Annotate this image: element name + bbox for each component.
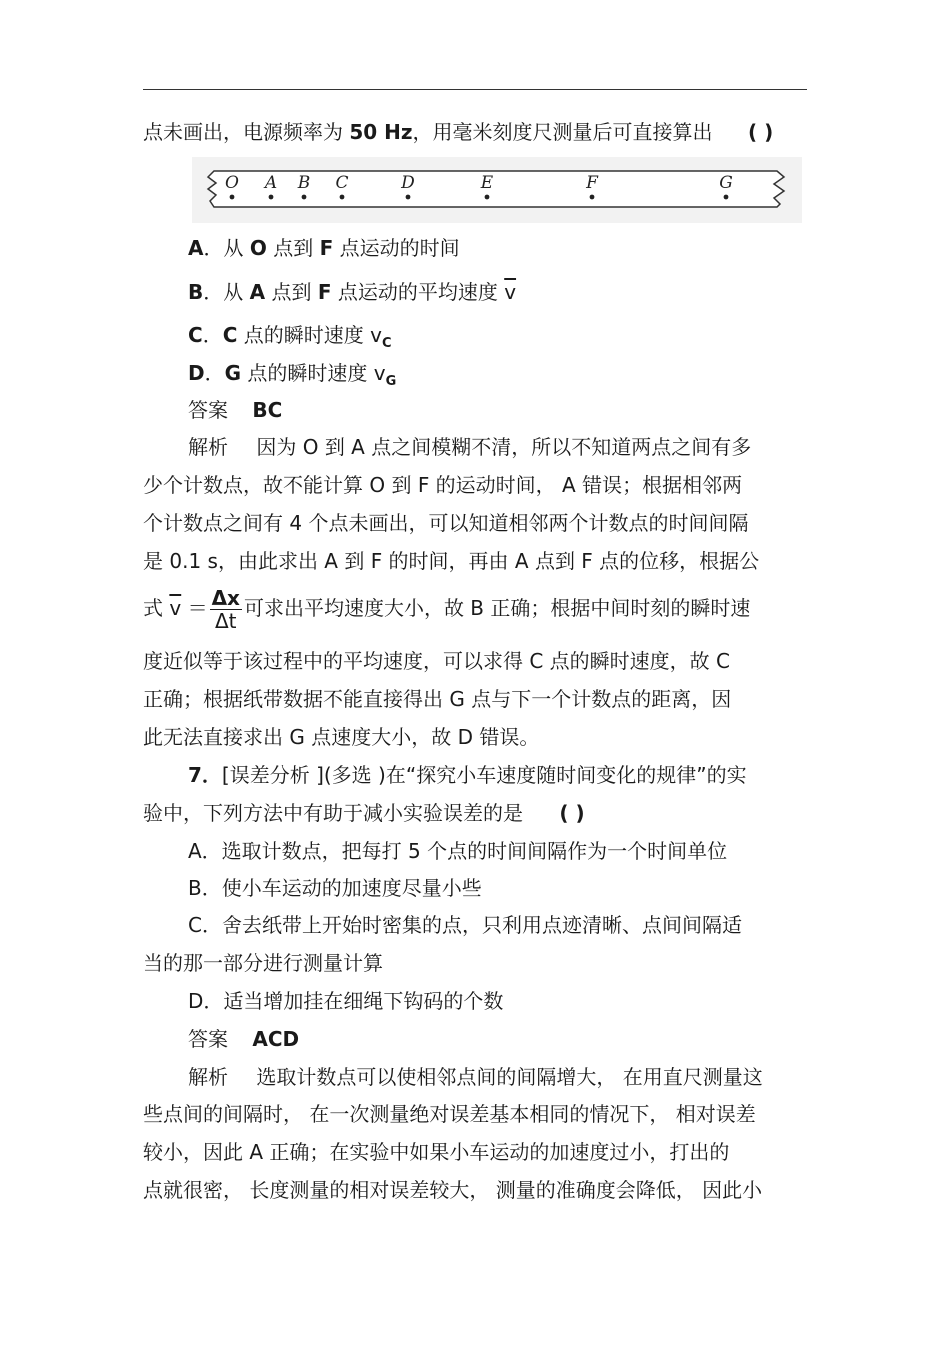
q7-option-c: C．舍去纸带上开始时密集的点，只利用点迹清晰、点间间隔适: [188, 913, 742, 937]
opt-text: A: [249, 280, 266, 304]
q7-analysis-line: 些点间的间隔时， 在一次测量绝对误差基本相同的情况下， 相对误差: [143, 1102, 756, 1126]
tape-label-g: G: [719, 173, 733, 193]
opt-text: ．从: [203, 236, 250, 260]
q6-stem: [143, 119, 774, 145]
tape-label-o: O: [225, 173, 239, 193]
tape-label-f: F: [586, 173, 598, 193]
q6-analysis-line: 度近似等于该过程中的平均速度，可以求得 C 点的瞬时速度，故 C: [143, 649, 731, 673]
opt-text: O: [249, 236, 267, 260]
q6-analysis-line: 是 0.1 s，由此求出 A 到 F 的时间，再由 A 点到 F 点的位移，根据公: [143, 549, 760, 573]
answer-value: BC: [252, 398, 283, 422]
q6-stem-freq: 50 Hz: [349, 120, 413, 144]
tape-dot-b: [302, 195, 307, 200]
option-letter: D: [188, 361, 205, 385]
tape-dot-o: [230, 195, 235, 200]
q7-answer-paren: ( ): [559, 801, 585, 825]
velocity-subscript: G: [385, 374, 397, 389]
q6-option-d: [188, 360, 396, 395]
q6-formula-line: [143, 586, 750, 632]
analysis-text: 选取计数点可以使相邻点间的间隔增大， 在用直尺测量这: [256, 1065, 763, 1089]
q7-stem-line1: [188, 762, 747, 788]
tape-dot-f: [590, 195, 595, 200]
opt-text: ．: [204, 361, 225, 385]
formula-average-velocity: $\overline{v}$: [169, 596, 182, 620]
tape-dot-a: [269, 195, 274, 200]
q6-stem-suffix: ，用毫米刻度尺测量后可直接算出: [412, 120, 713, 144]
q7-option-a: A．选取计数点，把每打 5 个点的时间间隔作为一个时间单位: [188, 839, 728, 863]
q7-analysis-line: 较小，因此 A 正确；在实验中如果小车运动的加速度过小，打出的: [143, 1140, 730, 1164]
analysis-label: 解析: [188, 1065, 228, 1089]
opt-text: 点到: [265, 280, 318, 304]
opt-text: 点的瞬时速度: [237, 323, 371, 347]
q6-analysis-line: 此无法直接求出 G 点速度大小，故 D 错误。: [143, 725, 540, 749]
answer-label: 答案: [188, 1027, 228, 1051]
velocity-symbol: v: [370, 323, 382, 347]
tape-label-d: D: [401, 173, 415, 193]
q6-analysis-line: 个计数点之间有 4 个点未画出，可以知道相邻两个计数点的时间间隔: [143, 511, 749, 535]
analysis-label: 解析: [188, 435, 228, 459]
tape-label-c: C: [335, 173, 349, 193]
tape-label-b: B: [297, 173, 311, 193]
tape-label-e: E: [480, 173, 494, 193]
q7-analysis-line: 点就很密， 长度测量的相对误差较大， 测量的准确度会降低， 因此小: [143, 1178, 763, 1202]
q7-stem-line2: [143, 800, 585, 826]
opt-text: 点的瞬时速度: [241, 361, 374, 385]
q6-option-b: [188, 279, 516, 305]
q6-analysis-line: 正确；根据纸带数据不能直接得出 G 点与下一个计数点的距离，因: [143, 687, 732, 711]
q7-option-c-cont: 当的那一部分进行测量计算: [143, 951, 383, 975]
q7-option-b: B．使小车运动的加速度尽量小些: [188, 876, 482, 900]
option-letter: B: [188, 280, 204, 304]
tape-dot-c: [340, 195, 345, 200]
formula-fraction: [210, 587, 242, 632]
opt-text: G: [224, 361, 242, 385]
q6-option-c: [188, 322, 391, 357]
fraction-numerator: Δx: [211, 586, 240, 610]
question-number: 7．: [188, 763, 222, 787]
answer-label: 答案: [188, 398, 228, 422]
opt-text: ．: [202, 323, 223, 347]
q7-option-d: D．适当增加挂在细绳下钩码的个数: [188, 989, 504, 1013]
tape-dot-g: [724, 195, 729, 200]
q6-option-a: [188, 235, 460, 261]
formula-prefix: 式: [143, 596, 163, 620]
q6-answer: [188, 397, 282, 423]
formula-suffix: 可求出平均速度大小，故 B 正确；根据中间时刻的瞬时速: [243, 596, 751, 620]
q6-stem-prefix: 点未画出，电源频率为: [143, 120, 343, 144]
tape-strip: [208, 171, 784, 207]
opt-text: ．从: [203, 280, 250, 304]
opt-text: 点到: [266, 236, 320, 260]
q7-stem-text: [误差分析 ](多选 )在“探究小车速度随时间变化的规律”的实: [221, 763, 747, 787]
average-velocity-symbol: $\overline{v}$: [504, 280, 517, 304]
opt-text: C: [222, 323, 238, 347]
opt-text: F: [319, 236, 334, 260]
velocity-symbol: v: [373, 361, 386, 385]
header-rule: [143, 89, 807, 90]
opt-text: 点运动的平均速度: [331, 280, 505, 304]
option-letter: A: [188, 236, 204, 260]
q7-answer: [188, 1026, 299, 1052]
answer-value: ACD: [252, 1027, 300, 1051]
opt-text: F: [317, 280, 332, 304]
q7-stem-text: 验中，下列方法中有助于减小实验误差的是: [143, 801, 523, 825]
formula-equals: ＝: [187, 596, 208, 620]
velocity-subscript: C: [381, 336, 392, 351]
analysis-text: 因为 O 到 A 点之间模糊不清，所以不知道两点之间有多: [256, 435, 752, 459]
tape-dot-e: [485, 195, 490, 200]
q6-analysis-line: 少个计数点，故不能计算 O 到 F 的运动时间， A 错误；根据相邻两: [143, 473, 743, 497]
tape-dot-d: [406, 195, 411, 200]
ticker-tape-figure: [192, 157, 802, 223]
q7-analysis-line: [188, 1064, 763, 1090]
opt-text: 点运动的时间: [333, 236, 460, 260]
option-letter: C: [188, 323, 203, 347]
fraction-denominator: Δt: [214, 609, 237, 633]
q6-analysis-line: [188, 434, 751, 460]
q6-answer-paren: ( ): [748, 120, 774, 144]
tape-label-a: A: [264, 173, 278, 193]
